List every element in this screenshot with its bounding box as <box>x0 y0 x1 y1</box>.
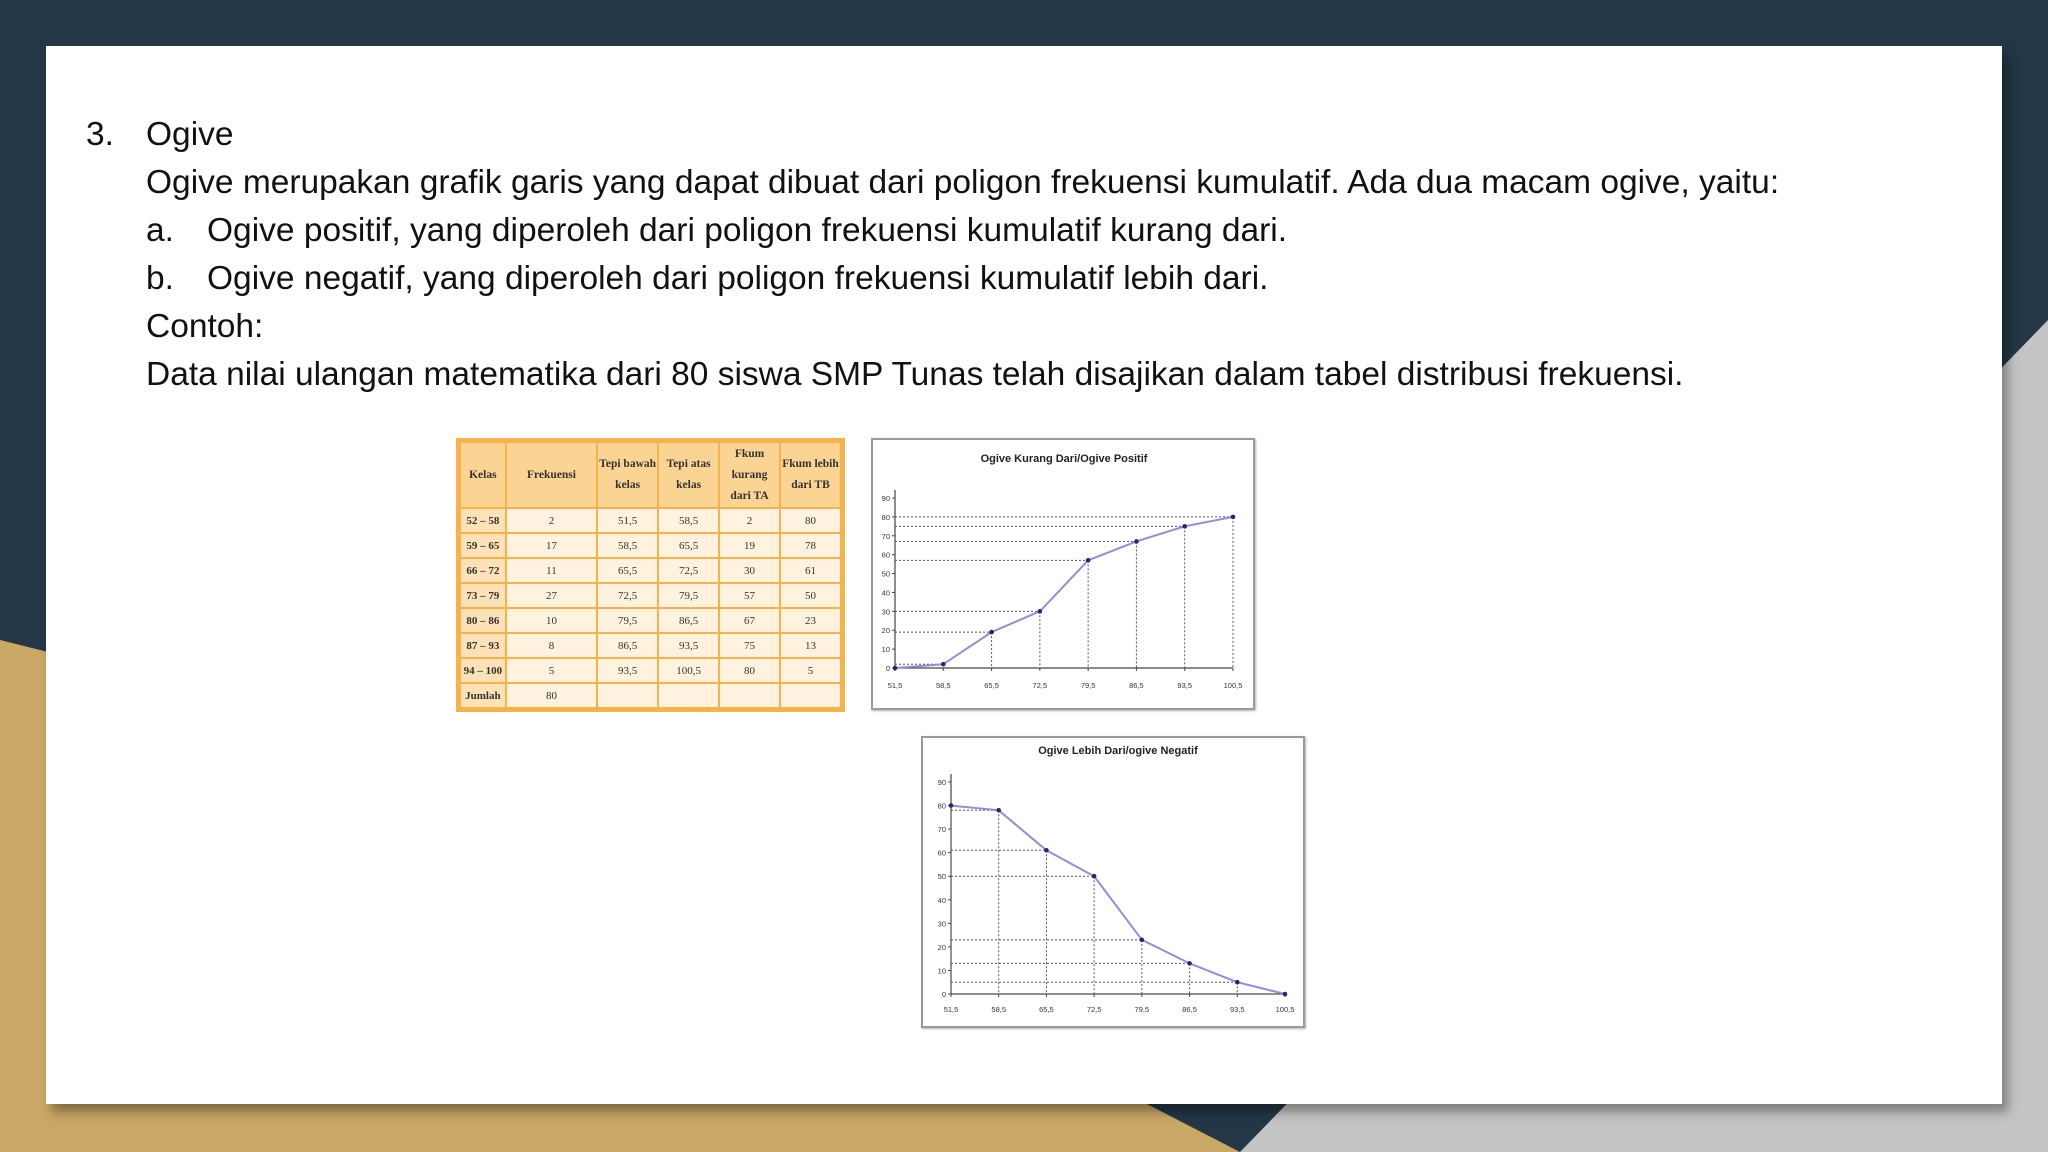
table-cell: 79,5 <box>597 608 658 633</box>
table-cell: 65,5 <box>597 558 658 583</box>
data-point <box>1140 938 1145 943</box>
y-tick-label: 40 <box>881 588 890 598</box>
table-row <box>460 683 841 708</box>
y-tick-label: 30 <box>881 607 890 617</box>
table-cell: 86,5 <box>597 633 658 658</box>
table-cell: 73 – 79 <box>460 583 506 608</box>
y-tick-label: 50 <box>937 872 946 882</box>
table-cell: 13 <box>780 633 841 658</box>
x-tick-label: 79,5 <box>1080 681 1096 690</box>
data-point <box>1182 524 1187 529</box>
column-header: Tepi atas kelas <box>658 442 719 508</box>
ogive-positive-chart <box>871 438 1255 710</box>
data-point <box>1038 609 1043 614</box>
y-tick-label: 0 <box>941 990 946 999</box>
y-tick-label: 90 <box>881 494 890 503</box>
table-row <box>460 608 841 633</box>
table-row <box>460 583 841 608</box>
column-header: Kelas <box>460 442 506 508</box>
table-cell: 93,5 <box>658 633 719 658</box>
example-label: Contoh: <box>146 308 264 345</box>
table-cell <box>597 683 658 708</box>
y-tick-label: 20 <box>881 626 890 636</box>
column-header: Tepi bawah kelas <box>597 442 658 508</box>
y-tick-label: 80 <box>881 512 890 522</box>
y-tick-label: 50 <box>881 569 890 579</box>
heading-number: 3. <box>86 116 114 153</box>
y-tick-label: 90 <box>937 778 946 787</box>
table-cell: 93,5 <box>597 658 658 683</box>
heading: Ogive <box>146 116 234 153</box>
table-row <box>460 533 841 558</box>
table-cell: 61 <box>780 558 841 583</box>
table-cell: 5 <box>506 658 597 683</box>
slide-text <box>86 111 1966 399</box>
table-cell: 58,5 <box>597 533 658 558</box>
ogive-positive-svg <box>873 440 1253 708</box>
data-point <box>941 662 946 667</box>
table-cell: 80 – 86 <box>460 608 506 633</box>
data-point <box>1092 874 1097 879</box>
y-tick-label: 70 <box>937 825 946 835</box>
table-cell: 17 <box>506 533 597 558</box>
column-header: Fkum lebih dari TB <box>780 442 841 508</box>
y-tick-label: 30 <box>937 919 946 929</box>
list-marker: b. <box>146 260 174 297</box>
heading-line <box>86 111 1966 159</box>
x-tick-label: 100,5 <box>1223 681 1243 690</box>
y-tick-label: 0 <box>885 664 890 673</box>
y-tick-label: 10 <box>937 966 946 976</box>
x-tick-label: 100,5 <box>1275 1005 1295 1014</box>
table-header-row <box>460 442 841 508</box>
data-point <box>1283 992 1288 997</box>
table-cell: 86,5 <box>658 608 719 633</box>
x-tick-label: 65,5 <box>1039 1005 1054 1014</box>
data-point <box>1231 515 1236 520</box>
table-cell: 57 <box>719 583 780 608</box>
table-cell: 75 <box>719 633 780 658</box>
table-row <box>460 633 841 658</box>
table-cell: 58,5 <box>658 508 719 533</box>
column-header: Frekuensi <box>506 442 597 508</box>
x-tick-label: 51,5 <box>943 1005 959 1014</box>
table-cell: 23 <box>780 608 841 633</box>
x-tick-label: 86,5 <box>1182 1005 1197 1014</box>
list-item <box>86 207 1966 255</box>
intro-text: Ogive merupakan grafik garis yang dapat dibuat dari poligon frekuensi kumulatif. Ada dua macam ogive, yaitu: <box>146 164 1780 201</box>
table-cell: 5 <box>780 658 841 683</box>
slide <box>46 46 2002 1104</box>
table-cell: 2 <box>506 508 597 533</box>
y-tick-label: 10 <box>881 645 890 655</box>
data-point <box>1086 558 1091 563</box>
table-cell: 51,5 <box>597 508 658 533</box>
y-tick-label: 60 <box>937 848 946 858</box>
x-tick-label: 72,5 <box>1086 1005 1102 1014</box>
x-tick-label: 86,5 <box>1129 681 1144 690</box>
table-cell: 78 <box>780 533 841 558</box>
table-cell: 65,5 <box>658 533 719 558</box>
table-cell: 80 <box>780 508 841 533</box>
table-body <box>460 508 841 708</box>
x-tick-label: 93,5 <box>1229 1005 1245 1014</box>
table-cell: 8 <box>506 633 597 658</box>
table-cell: 66 – 72 <box>460 558 506 583</box>
table-row <box>460 558 841 583</box>
data-point <box>996 808 1001 813</box>
chart-title: Ogive Lebih Dari/ogive Negatif <box>1038 745 1198 757</box>
example-text: Data nilai ulangan matematika dari 80 siswa SMP Tunas telah disajikan dalam tabel distribusi frekuensi. <box>146 356 1684 393</box>
y-tick-label: 80 <box>937 801 946 811</box>
x-tick-label: 79,5 <box>1134 1005 1150 1014</box>
y-tick-label: 70 <box>881 531 890 541</box>
ogive-curve <box>895 517 1233 668</box>
list-item-text: Ogive negatif, yang diperoleh dari poligon frekuensi kumulatif lebih dari. <box>207 260 1269 297</box>
table-row <box>460 508 841 533</box>
table-cell: 19 <box>719 533 780 558</box>
table-cell: 11 <box>506 558 597 583</box>
data-point <box>1134 539 1139 544</box>
x-tick-label: 72,5 <box>1032 681 1048 690</box>
table-cell: 59 – 65 <box>460 533 506 558</box>
frequency-table <box>459 441 842 709</box>
table-cell: 27 <box>506 583 597 608</box>
table-cell: 94 – 100 <box>460 658 506 683</box>
data-point <box>1044 848 1049 853</box>
ogive-curve <box>951 806 1285 994</box>
x-tick-label: 58,5 <box>935 681 951 690</box>
chart-title: Ogive Kurang Dari/Ogive Positif <box>980 453 1148 465</box>
data-point <box>949 803 954 808</box>
x-tick-label: 93,5 <box>1177 681 1193 690</box>
table-cell <box>719 683 780 708</box>
list-item <box>86 255 1966 303</box>
table-cell: 10 <box>506 608 597 633</box>
table-cell: 2 <box>719 508 780 533</box>
table-cell: 50 <box>780 583 841 608</box>
data-point <box>1235 980 1240 985</box>
table-cell: Jumlah <box>460 683 506 708</box>
table-cell: 80 <box>506 683 597 708</box>
table-row <box>460 658 841 683</box>
ogive-negative-chart <box>921 736 1305 1028</box>
x-tick-label: 51,5 <box>887 681 903 690</box>
table-cell: 72,5 <box>658 558 719 583</box>
list-marker: a. <box>146 212 174 249</box>
y-tick-label: 60 <box>881 550 890 560</box>
x-tick-label: 58,5 <box>991 1005 1007 1014</box>
table-cell <box>780 683 841 708</box>
table-cell: 52 – 58 <box>460 508 506 533</box>
ogive-negative-svg <box>923 738 1303 1026</box>
y-tick-label: 20 <box>937 942 946 952</box>
table-cell: 30 <box>719 558 780 583</box>
table-cell <box>658 683 719 708</box>
x-tick-label: 65,5 <box>984 681 999 690</box>
data-point <box>893 666 898 671</box>
table-cell: 100,5 <box>658 658 719 683</box>
list-item-text: Ogive positif, yang diperoleh dari poligon frekuensi kumulatif kurang dari. <box>207 212 1288 249</box>
table-cell: 87 – 93 <box>460 633 506 658</box>
data-point <box>989 630 994 635</box>
column-header: Fkum kurang dari TA <box>719 442 780 508</box>
y-tick-label: 40 <box>937 895 946 905</box>
table-cell: 80 <box>719 658 780 683</box>
table-cell: 67 <box>719 608 780 633</box>
table-cell: 79,5 <box>658 583 719 608</box>
data-point <box>1187 961 1192 966</box>
table-cell: 72,5 <box>597 583 658 608</box>
